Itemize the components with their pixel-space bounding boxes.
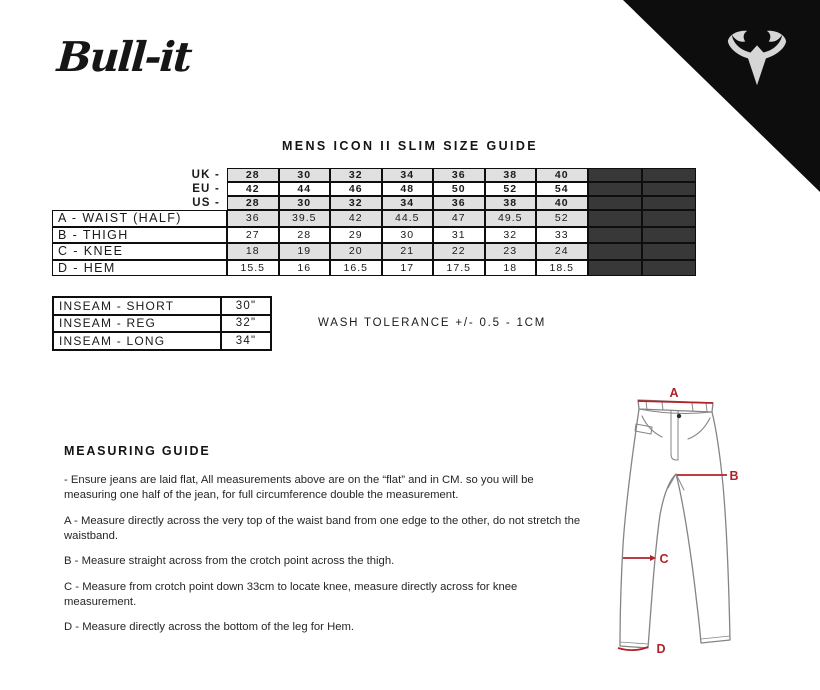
- size-table-empty-cell: [642, 210, 696, 227]
- size-table-size-cell: 54: [536, 182, 588, 196]
- size-table-value-cell: 21: [382, 243, 434, 260]
- size-table-value-cell: 24: [536, 243, 588, 260]
- measure-line-a: [638, 401, 713, 403]
- inseam-label: INSEAM - SHORT: [53, 297, 221, 315]
- measuring-guide-heading: MEASURING GUIDE: [64, 444, 211, 458]
- size-table-value-cell: 17: [382, 260, 434, 277]
- size-table-value-cell: 28: [279, 227, 331, 244]
- size-table-value-cell: 33: [536, 227, 588, 244]
- size-table-size-cell: 38: [485, 168, 537, 182]
- size-table-empty-cell: [588, 260, 642, 277]
- measuring-guide-item: - Ensure jeans are laid flat, All measurements above are on the “flat” and in CM. so you will be measuring one half of the jean, for full circumference double the measurement.: [64, 474, 534, 502]
- size-table-empty-cell: [642, 168, 696, 182]
- size-table-measure-label: C - KNEE: [52, 243, 227, 260]
- size-table-region-label: EU -: [192, 183, 220, 195]
- size-table-size-cell: 32: [330, 168, 382, 182]
- measuring-guide-items: [64, 473, 586, 635]
- diagram-label-b: B: [729, 469, 739, 483]
- size-table-region-label: US -: [192, 197, 220, 209]
- size-table-value-cell: 18: [485, 260, 537, 277]
- size-table-empty-cell: [642, 196, 696, 210]
- size-table-empty-cell: [588, 168, 642, 182]
- size-table-size-cell: 40: [536, 196, 588, 210]
- size-table-empty-cell: [588, 227, 642, 244]
- size-table-value-cell: 20: [330, 243, 382, 260]
- size-table-value-cell: 29: [330, 227, 382, 244]
- size-table-size-cell: 42: [227, 182, 279, 196]
- size-table-empty-cell: [642, 227, 696, 244]
- size-table-size-cell: 52: [485, 182, 537, 196]
- size-table-value-cell: 19: [279, 243, 331, 260]
- size-table-measure-label: B - THIGH: [52, 227, 227, 244]
- size-table-value-cell: 18: [227, 243, 279, 260]
- size-table-value-cell: 15.5: [227, 260, 279, 277]
- size-table-empty-cell: [588, 196, 642, 210]
- measuring-guide-item: D - Measure directly across the bottom of the leg for Hem.: [64, 621, 355, 634]
- inseam-table: [52, 296, 272, 351]
- jeans-diagram: [600, 380, 750, 675]
- size-table-value-cell: 17.5: [433, 260, 485, 277]
- size-table-empty-cell: [588, 182, 642, 196]
- size-table-size-cell: 44: [279, 182, 331, 196]
- size-table-value-cell: 30: [382, 227, 434, 244]
- size-table-value-cell: 32: [485, 227, 537, 244]
- size-table-size-cell: 28: [227, 196, 279, 210]
- size-table-value-cell: 47: [433, 210, 485, 227]
- size-table-size-cell: 36: [433, 196, 485, 210]
- size-table-value-cell: 44.5: [382, 210, 434, 227]
- size-table-value-cell: 52: [536, 210, 588, 227]
- size-table-empty-cell: [588, 243, 642, 260]
- size-table-value-cell: 36: [227, 210, 279, 227]
- diagram-label-d: D: [656, 642, 666, 656]
- size-table-value-cell: 16: [279, 260, 331, 277]
- size-table-value-cell: 23: [485, 243, 537, 260]
- size-table-measure-label: D - HEM: [52, 260, 227, 277]
- size-table-empty-cell: [588, 210, 642, 227]
- bull-horns-icon: [723, 28, 791, 90]
- size-table-value-cell: 18.5: [536, 260, 588, 277]
- inseam-label: INSEAM - LONG: [53, 332, 221, 350]
- size-table-size-cell: 32: [330, 196, 382, 210]
- size-table-measure-label: A - WAIST (HALF): [52, 210, 227, 227]
- inseam-value: 34": [221, 332, 271, 350]
- size-table-size-cell: 48: [382, 182, 434, 196]
- size-table-empty-cell: [642, 243, 696, 260]
- size-table-value-cell: 42: [330, 210, 382, 227]
- size-table-size-cell: 46: [330, 182, 382, 196]
- measuring-guide-item: C - Measure from crotch point down 33cm to locate knee, measure directly across for knee measurement.: [64, 580, 518, 608]
- inseam-label: INSEAM - REG: [53, 315, 221, 333]
- inseam-value: 30": [221, 297, 271, 315]
- wash-tolerance-note: WASH TOLERANCE +/- 0.5 - 1CM: [318, 317, 547, 329]
- size-table-size-cell: 30: [279, 168, 331, 182]
- size-table-size-cell: 40: [536, 168, 588, 182]
- inseam-value: 32": [221, 315, 271, 333]
- page-title: MENS ICON II SLIM SIZE GUIDE: [281, 139, 539, 153]
- size-table-empty-cell: [642, 182, 696, 196]
- brand-logo: Bull-it: [55, 33, 192, 81]
- size-table-size-cell: 34: [382, 196, 434, 210]
- size-table: [52, 168, 696, 276]
- diagram-label-c: C: [659, 552, 669, 566]
- measuring-guide-item: A - Measure directly across the very top of the waist band from one edge to the other, do not stretch the waistband.: [64, 514, 581, 542]
- size-table-size-cell: 38: [485, 196, 537, 210]
- jeans-outline: [620, 400, 730, 648]
- size-table-size-cell: 36: [433, 168, 485, 182]
- size-table-value-cell: 31: [433, 227, 485, 244]
- size-table-size-cell: 34: [382, 168, 434, 182]
- size-table-value-cell: 27: [227, 227, 279, 244]
- size-table-region-label: UK -: [191, 169, 220, 181]
- diagram-label-a: A: [669, 386, 679, 400]
- size-table-empty-cell: [642, 260, 696, 277]
- size-table-size-cell: 30: [279, 196, 331, 210]
- measuring-guide: [64, 444, 586, 646]
- size-table-value-cell: 16.5: [330, 260, 382, 277]
- size-table-value-cell: 49.5: [485, 210, 537, 227]
- measuring-guide-item: B - Measure straight across from the crotch point across the thigh.: [64, 555, 395, 568]
- size-table-size-cell: 28: [227, 168, 279, 182]
- size-table-value-cell: 22: [433, 243, 485, 260]
- size-table-size-cell: 50: [433, 182, 485, 196]
- size-table-value-cell: 39.5: [279, 210, 331, 227]
